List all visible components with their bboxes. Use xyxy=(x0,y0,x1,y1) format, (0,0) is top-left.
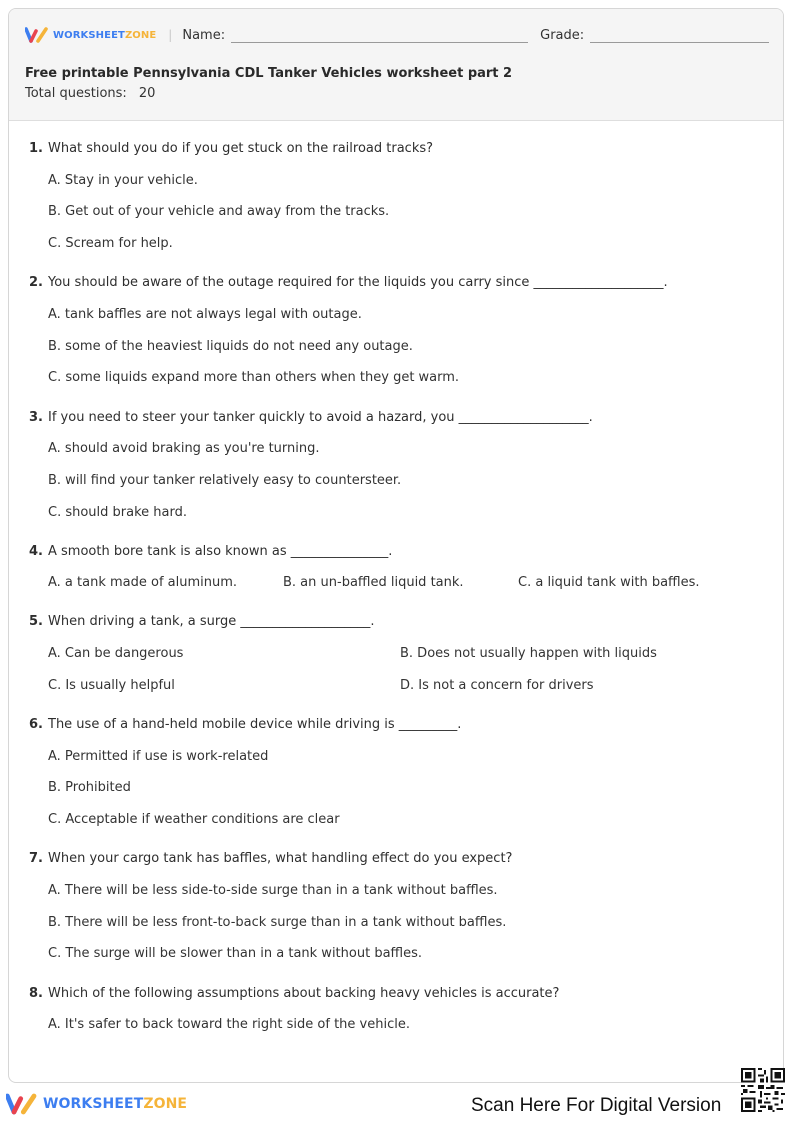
grade-label: Grade: xyxy=(540,27,585,43)
grade-field[interactable] xyxy=(590,28,769,43)
logo-wordmark: WORKSHEETZONE xyxy=(43,1096,188,1112)
option-c[interactable]: C. Scream for help. xyxy=(48,236,173,251)
w-logo-icon xyxy=(25,27,49,43)
option-b[interactable]: B. Does not usually happen with liquids xyxy=(400,646,657,661)
option-b[interactable]: B. Get out of your vehicle and away from the tracks. xyxy=(48,204,390,219)
worksheet-page xyxy=(8,8,784,1083)
option-a[interactable]: A. There will be less side-to-side surge than in a tank without baffles. xyxy=(48,883,498,898)
name-label: Name: xyxy=(182,27,226,43)
question-text: 1. What should you do if you get stuck on the railroad tracks? xyxy=(29,141,434,156)
option-b[interactable]: B. There will be less front-to-back surge than in a tank without baffles. xyxy=(48,915,507,930)
question-text: 2. You should be aware of the outage required for the liquids you carry since ____________________. xyxy=(29,275,668,290)
option-b[interactable]: B. Prohibited xyxy=(48,780,131,795)
option-d[interactable]: D. Is not a concern for drivers xyxy=(400,678,594,693)
option-b[interactable]: B. will find your tanker relatively easy to countersteer. xyxy=(48,473,402,488)
question-text: 3. If you need to steer your tanker quickly to avoid a hazard, you ____________________. xyxy=(29,410,593,425)
option-a[interactable]: A. It's safer to back toward the right side of the vehicle. xyxy=(48,1017,410,1032)
total-questions-value: 20 xyxy=(138,86,156,101)
w-logo-icon xyxy=(6,1093,38,1115)
option-a[interactable]: A. Can be dangerous xyxy=(48,646,184,661)
option-b[interactable]: B. some of the heaviest liquids do not need any outage. xyxy=(48,339,413,354)
worksheetzone-logo xyxy=(25,27,156,43)
name-field[interactable] xyxy=(231,28,528,43)
option-a[interactable]: A. tank baffles are not always legal with outage. xyxy=(48,307,362,322)
logo-wordmark: WORKSHEETZONE xyxy=(53,29,157,41)
footer-logo xyxy=(6,1093,187,1115)
option-a[interactable]: A. Permitted if use is work-related xyxy=(48,749,269,764)
option-c[interactable]: C. some liquids expand more than others when they get warm. xyxy=(48,370,460,385)
page-footer xyxy=(0,1088,793,1122)
scan-text: Scan Here For Digital Version xyxy=(471,1095,722,1116)
option-c[interactable]: C. The surge will be slower than in a tank without baffles. xyxy=(48,946,423,961)
total-questions xyxy=(25,86,155,101)
option-c[interactable]: C. a liquid tank with baffles. xyxy=(518,575,700,590)
worksheet-title: Free printable Pennsylvania CDL Tanker Vehicles worksheet part 2 xyxy=(25,66,513,81)
question-text: 5. When driving a tank, a surge ____________________. xyxy=(29,614,375,629)
option-a[interactable]: A. Stay in your vehicle. xyxy=(48,173,198,188)
qr-code-icon[interactable] xyxy=(741,1068,785,1112)
worksheet-header xyxy=(9,9,783,121)
option-c[interactable]: C. Is usually helpful xyxy=(48,678,175,693)
option-c[interactable]: C. Acceptable if weather conditions are clear xyxy=(48,812,340,827)
total-questions-label: Total questions: xyxy=(25,86,127,101)
option-a[interactable]: A. a tank made of aluminum. xyxy=(48,575,238,590)
question-text: 8. Which of the following assumptions about backing heavy vehicles is accurate? xyxy=(29,986,560,1001)
divider: | xyxy=(168,28,173,42)
option-c[interactable]: C. should brake hard. xyxy=(48,505,188,520)
header-top-row xyxy=(25,25,769,45)
question-text: 4. A smooth bore tank is also known as _______________. xyxy=(29,544,393,559)
option-b[interactable]: B. an un-baffled liquid tank. xyxy=(283,575,464,590)
option-a[interactable]: A. should avoid braking as you're turning. xyxy=(48,441,320,456)
question-text: 6. The use of a hand-held mobile device while driving is _________. xyxy=(29,717,462,732)
question-text: 7. When your cargo tank has baffles, what handling effect do you expect? xyxy=(29,851,513,866)
